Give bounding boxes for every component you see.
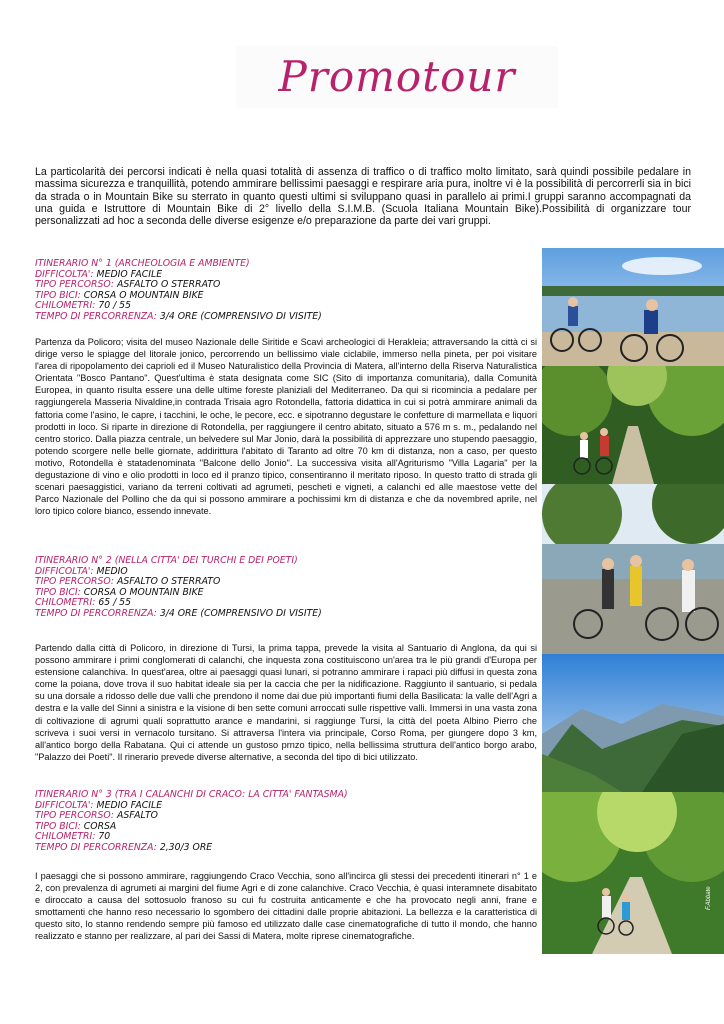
itinerary-1-row: CHILOMETRI: 70 / 55 <box>35 300 132 312</box>
photo-forest-trail <box>542 792 724 954</box>
itinerary-3-row: TIPO BICI: CORSA <box>35 820 117 832</box>
intro-paragraph: La particolarità dei percorsi indicati è nella quasi totalità di assenza di traffico o di traffico molto limitato, sarà quindi possibile pedalare in massima sicurezza e tranquillità, potendo ammirare bellissimi paesaggi e respirare aria pura, inoltre vi è la possibilità di percorrerli sia in bici da strada o in Mountain Bike su sterrato in quanto questi ultimi si sviluppano quasi in parallelo ai primi.I gruppi saranno accompagnati da una guida e Istruttore di Mountain Bike di 2° livello della S.I.M.B. (Scuola Italiana Mountain Bike).Possibilità di organizzare tour personalizzati ad hoc a seconda delle diverse esigenze e/o preparazione da parte dei vari gruppi. <box>35 166 691 228</box>
photo-cyclists-group <box>542 484 724 654</box>
itinerary-2-details <box>35 556 535 620</box>
photo-forest-path <box>542 366 724 484</box>
itinerary-2-row: TIPO BICI: CORSA O MOUNTAIN BIKE <box>35 586 204 598</box>
itinerary-3-row: TIPO PERCORSO: ASFALTO <box>35 810 158 822</box>
itinerary-1-row: TEMPO DI PERCORRENZA: 3/4 ORE (COMPRENSIVO DI VISITE) <box>35 310 322 322</box>
photo-valley-landscape <box>542 654 724 792</box>
itinerary-3-row: DIFFICOLTA': MEDIO FACILE <box>35 799 163 811</box>
page-title: Promotour <box>278 52 516 101</box>
itinerary-2-description: Partendo dalla città di Policoro, in direzione di Tursi, la prima tappa, prevede la visita al Santuario di Anglona, da qui si possono ammirare i primi conglomerati di calanchi, che inquesta zona costituiscono un'area tra le più grandi d'Europa per estensione calanchiva. In quest'area, oltre ai paesaggi quasi lunari, si potranno ammirare i rapaci più diffusi in questa zona come la poiana, dove trova il suo habitat ideale sia per la caccia che per la nidificazione. Raggiunto il santuario, si pedala su una dorsale a ridosso delle due valli che prendono il nome dai due più importanti fiumi della Basilicata: la valle dell'Agri a destra e la valle del Sinni a sinistra e la visione di ben sette comuni arroccati sulle rispettive valli. Immersi in una vasta zona di coltivazione di agrumi quali soprattutto arance e mandarini, si raggiunge Tursi, la città del poeta Albino Pierro che scriveva i suoi versi in vernacolo tursitano. Si attraversa l'intera via principale, Corso Roma, per giungere dopo 3 km, all'antico borgo della Rabatana. Qui ci attende un gustoso prnzo tipico, nella bellissima struttura dell'antico borgo arabo, "Palazzo dei Poeti". Il rinerario prevede diverse alternative, a seconda del tipo di bici utilizzato. <box>35 643 537 762</box>
itinerary-3-description: I paesaggi che si possono ammirare, raggiungendo Craco Vecchia, sono all'incirca gli stessi dei precedenti itinerari n° 1 e 2, con prevalenza di agrumeti ai margini del fiume Agri e di zone calanchive. Craco Vecchia, è quasi interamnete disabitato e diroccato a causa del sottosuolo franoso su cui fu costruita anticamente e che ha provocato negli anni, frane e smottamenti che hanno reso necessario lo sgombero dei cittadini dalle proprie abitazioni. La bellezza e la caratteristica di questo sito, lo stanno rendendo sempre più famoso ed utilizzato dalle case cinematografiche di tutto il mondo, che hanno realizzato e stanno per realizzare, al pari dei Sassi di Matera, molte riprese cinematografiche. <box>35 871 537 942</box>
itinerary-1-row: DIFFICOLTA': MEDIO FACILE <box>35 268 163 280</box>
photo-credit: F.Abbate <box>706 886 712 910</box>
photo-cyclists-lake <box>542 248 724 366</box>
itinerary-3-details <box>35 790 535 854</box>
itinerary-1-details <box>35 259 535 323</box>
photo-column <box>542 248 724 954</box>
itinerary-3-row: CHILOMETRI: 70 <box>35 831 111 843</box>
itinerary-2-row: DIFFICOLTA': MEDIO <box>35 565 128 577</box>
itinerary-3-row: TEMPO DI PERCORRENZA: 2,30/3 ORE <box>35 841 213 853</box>
itinerary-1-row: TIPO PERCORSO: ASFALTO O STERRATO <box>35 279 221 291</box>
itinerary-1-heading: ITINERARIO N° 1 (ARCHEOLOGIA E AMBIENTE) <box>35 258 250 269</box>
itinerary-2-row: TIPO PERCORSO: ASFALTO O STERRATO <box>35 576 221 588</box>
itinerary-2-heading: ITINERARIO N° 2 (NELLA CITTA' DEI TURCHI E DEI POETI) <box>35 555 298 566</box>
itinerary-1-row: TIPO BICI: CORSA O MOUNTAIN BIKE <box>35 289 204 301</box>
title-banner <box>236 46 558 108</box>
itinerary-3-heading: ITINERARIO N° 3 (TRA I CALANCHI DI CRACO: LA CITTA' FANTASMA) <box>35 789 348 800</box>
itinerary-1-description: Partenza da Policoro; visita del museo Nazionale delle Siritide e Scavi archeologici di Herakleia; attraversando la città ci si dirige verso le spiagge del litorale jonico, percorrendo un bellissimo viale ciclabile, immerso nella pineta, per poi visitare l'area di ripopolamento dei caprioli ed il Museo Naturalistico della Provincia di Matera, all'interno della Riserva Naturalistica Orientata "Bosco Pantano". Quest'ultima è stata designata come SIC (Sito di importanza comunitaria), dalla Comunità Europea, in quanto risulta essere una delle ultime foreste planiziali del Mediterraneo. Da qui si ricomincia a pedalare per raggiungerela Masseria Nivaldine,in contrada Trisaia agro Rotondella, fattoria didattica in cui si potrà ammirare animali da fattoria come l'asino, le capre, i tacchini, le oche, le pecore, ecc. e sipotranno degustare le confetture di marmellata e liquori prodotti in loco. Si riparte in direzione di Rotondella, per raggiungere il centro abitato, situato a 576 m s. m., pedalando nel centro storico. Dalla piazza centrale, un belvedere sul Mar Jonio, darà la possibilità di apprezzare uno stupendo paesaggio, potendo scorgere nelle belle giornate, addirittura l'abitato di Taranto ad oltre 70 km di distanza, non a caso, per questo motivo, Rotondella è statadenominata "Balcone dello Jonio". La successiva visita all'Agriturismo "Villa Lagaria" per la degustazione di vino e olio prodotti in loco ed il pranzo tipico, consentiranno il meritato riposo. In questo tratto di strada gli scenari paesaggistici, variano da terreni coltivati ad agrumeti, pescheti e vigneti, a calanchi ed alle maestose vette del Parco Nazionale del Pollino che da qui si possono ammirare a pochissimi km di distanza e che da novembred aprile, nel loro tipico colore bianco, essendo innevate. <box>35 337 537 517</box>
itinerary-2-row: TEMPO DI PERCORRENZA: 3/4 ORE (COMPRENSIVO DI VISITE) <box>35 607 322 619</box>
itinerary-2-row: CHILOMETRI: 65 / 55 <box>35 597 132 609</box>
